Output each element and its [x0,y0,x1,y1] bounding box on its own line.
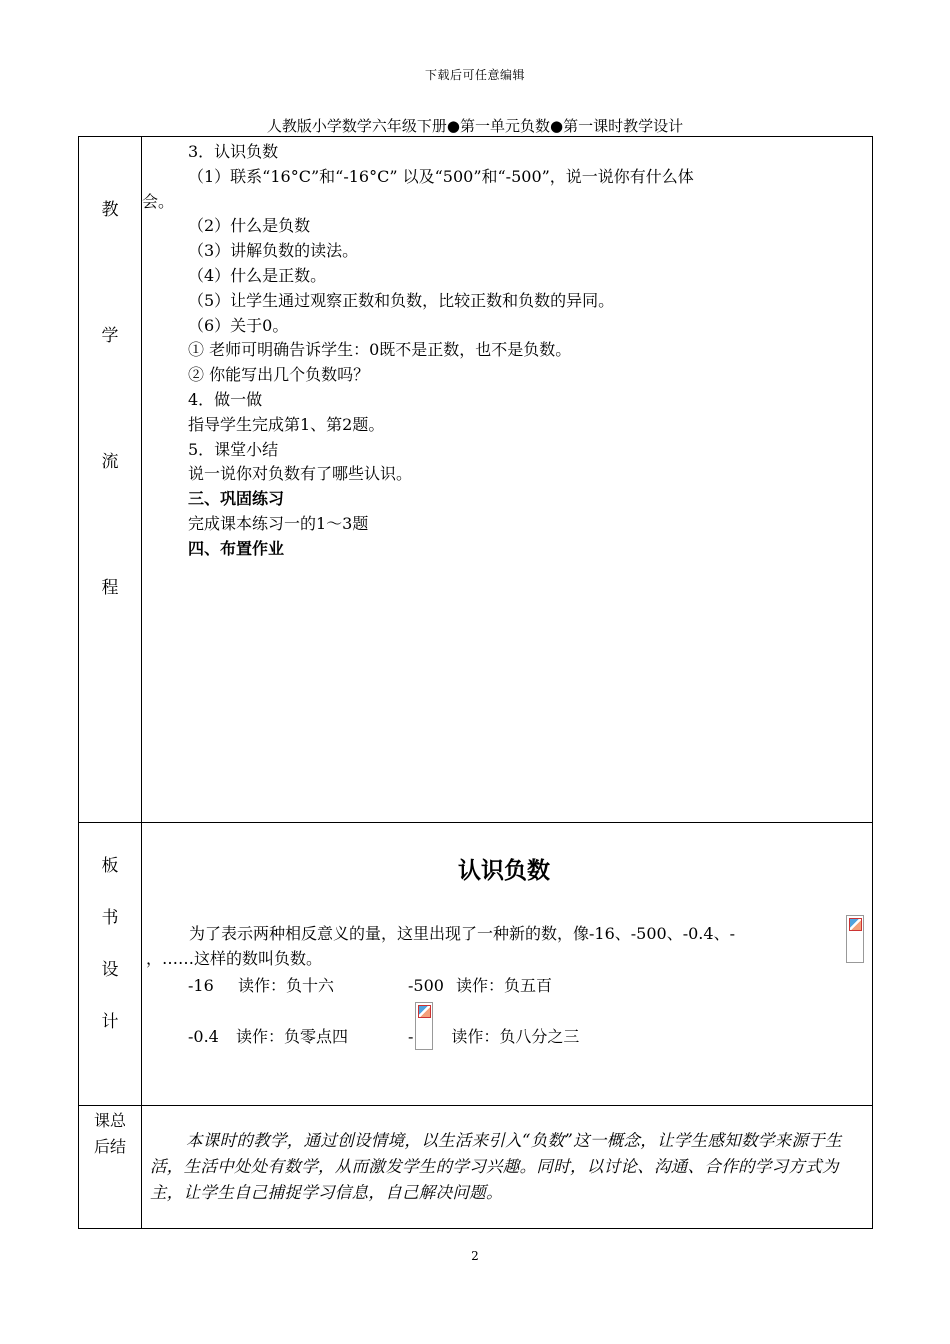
board-design-row [79,823,873,1106]
flow-line: 说一说你对负数有了哪些认识。 [188,464,413,484]
document-title: 人教版小学数学六年级下册●第一单元负数●第一课时教学设计 [266,117,684,135]
flow-line: （3）讲解负数的读法。 [188,241,359,261]
fraction-image-icon [415,1002,433,1050]
board-title: 认识负数 [458,858,550,884]
flow-line: 会。 [142,191,175,211]
flow-line: 指导学生完成第1、第2题。 [188,414,385,434]
lesson-table [78,136,873,1229]
summary-row [79,1106,873,1229]
flow-line: 完成课本练习一的1～3题 [188,513,369,533]
summary-label-cell [79,1106,142,1229]
reading: 读作：负十六 [238,976,335,996]
flow-line: （6）关于0。 [188,315,289,335]
summary-text: 本课时的教学，通过创设情境，以生活来引入“负数”这一概念，让学生感知数学来源于生活，生活中处处有数学，从而激发学生的学习兴趣。同时，以讨论、沟通、合作的学习方式为主，让学生自己捕捉学习信息，自己解决问题。 [150,1131,842,1202]
teaching-flow-label-cell [79,137,142,823]
reading-line [188,974,862,999]
flow-line: （5）让学生通过观察正数和负数，比较正数和负数的异同。 [188,290,615,310]
definition-line: ，……这样的数叫负数。 [146,948,323,968]
number: -16 [188,976,214,996]
summary-content-cell [142,1106,873,1229]
side-char: 学 [101,326,119,346]
fraction-image-icon [846,915,864,963]
reading: 读作：负八分之三 [451,1027,580,1047]
side-char: 板 [101,856,119,876]
teaching-flow-content-cell [142,137,873,823]
number: -0.4 [188,1027,219,1047]
side-char: 计 [101,1012,119,1032]
teaching-flow-row [79,137,873,823]
flow-line: （1）联系“16°C”和“-16°C” 以及“500”和“-500”，说一说你有什么体 [188,166,694,186]
side-char: 教 [101,200,119,220]
flow-line: 3．认识负数 [188,142,279,161]
section-heading-consolidation: 三、巩固练习 [188,489,285,509]
page-number: 2 [471,1249,479,1263]
number: - [408,1027,414,1047]
board-design-label-cell [79,823,142,1106]
side-char: 设 [101,960,119,980]
board-design-content-cell [142,823,873,1106]
flow-line: ② 你能写出几个负数吗？ [188,365,370,385]
side-label: 后结 [93,1137,126,1156]
side-char: 流 [101,452,119,472]
flow-line: （2）什么是负数 [188,216,311,236]
flow-line: 4．做一做 [188,389,263,409]
reading: 读作：负五百 [456,976,553,996]
reading: 读作：负零点四 [236,1027,349,1047]
side-char: 书 [101,908,119,928]
section-heading-homework: 四、布置作业 [188,538,285,558]
reading-line [188,1002,862,1050]
number: -500 [408,976,444,996]
flow-line: （4）什么是正数。 [188,265,327,285]
flow-line: 5．课堂小结 [188,439,279,459]
side-char: 程 [101,578,119,598]
definition-line: 为了表示两种相反意义的量，这里出现了一种新的数，像-16、-500、-0.4、- [189,923,735,943]
download-note: 下载后可任意编辑 [424,68,525,82]
side-label: 课总 [93,1111,126,1130]
flow-line: ① 老师可明确告诉学生：0既不是正数，也不是负数。 [188,340,572,360]
